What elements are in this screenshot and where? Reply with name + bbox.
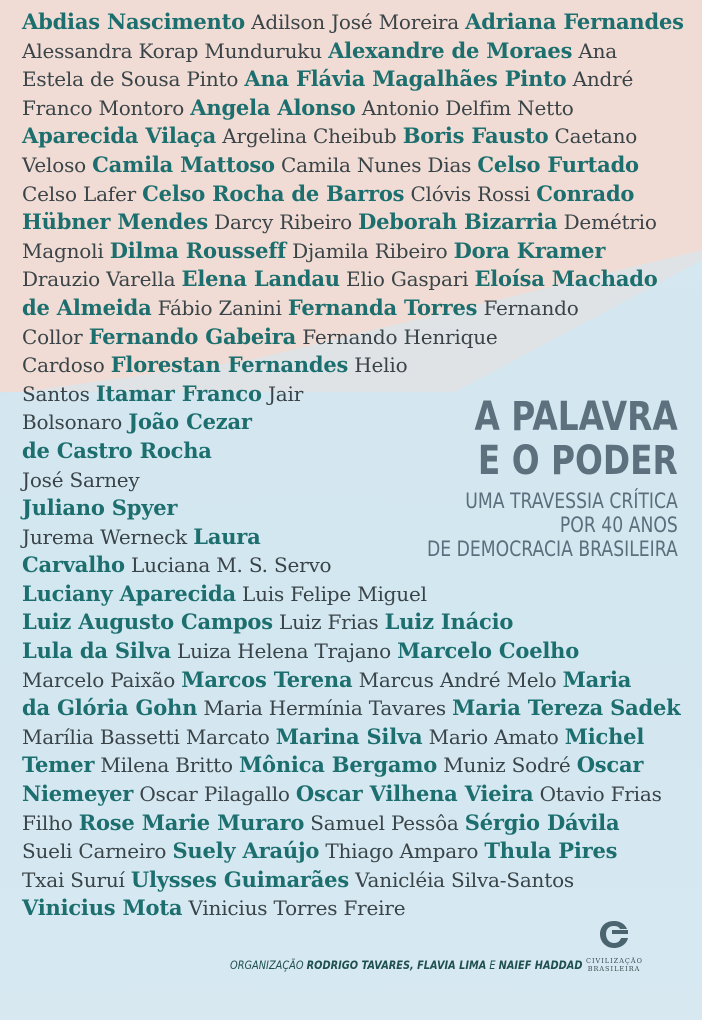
- contributor-name-bold: Mônica Bergamo: [239, 752, 438, 778]
- contributor-name-bold: Fernanda Torres: [287, 294, 478, 320]
- names-line: [22, 694, 687, 723]
- contributor-name: Samuel Pessôa: [304, 810, 465, 835]
- contributor-name-bold: Carvalho: [22, 552, 125, 578]
- contributor-name-bold: Sérgio Dávila: [464, 809, 620, 835]
- contributor-name-bold: Conrado: [536, 180, 635, 206]
- subtitle-line-3: DE DEMOCRACIA BRASILEIRA: [427, 537, 678, 561]
- contributor-name: Fábio Zanini: [151, 295, 288, 320]
- contributor-name-bold: Aparecida Vilaça: [22, 123, 217, 149]
- contributor-name-bold: Oscar: [576, 752, 644, 778]
- contributor-name-bold: Juliano Spyer: [22, 495, 178, 521]
- contributor-name: Thiago Amparo: [319, 839, 485, 864]
- contributor-name: Cardoso: [22, 353, 111, 378]
- organizers-last: NAIEF HADDAD: [498, 958, 583, 972]
- names-line: [22, 122, 687, 151]
- contributor-name-bold: Rose Marie Muraro: [78, 809, 305, 835]
- contributor-name-bold: Marina Silva: [275, 723, 423, 749]
- contributor-name-bold: Deborah Bizarria: [358, 209, 558, 235]
- contributor-name-bold: Fernando Gabeira: [88, 323, 297, 349]
- names-line: [22, 180, 687, 209]
- names-line: [22, 866, 687, 895]
- contributor-name-bold: Suely Araújo: [172, 838, 320, 864]
- contributor-name-bold: da Glória Gohn: [22, 695, 198, 721]
- contributor-name: Muniz Sodré: [437, 753, 577, 778]
- contributor-name: Txai Suruí: [22, 867, 131, 892]
- contributor-name-bold: Vinicius Mota: [22, 895, 183, 921]
- contributor-name-bold: Celso Rocha de Barros: [142, 180, 405, 206]
- contributor-name-bold: Florestan Fernandes: [110, 352, 349, 378]
- contributor-name: Jurema Werneck: [22, 524, 194, 549]
- contributor-name-bold: Itamar Franco: [95, 380, 262, 406]
- contributor-name: Luciana M. S. Servo: [124, 553, 332, 578]
- contributor-name: Jair: [261, 381, 304, 406]
- contributor-name-bold: Ulysses Guimarães: [130, 866, 349, 892]
- contributor-name: Vanicléia Silva-Santos: [348, 867, 574, 892]
- contributor-name: Filho: [22, 810, 79, 835]
- contributor-name-bold: Marcelo Coelho: [397, 638, 580, 664]
- book-title-line-2: E O PODER: [478, 438, 678, 484]
- contributor-name: Oscar Pilagallo: [133, 782, 296, 807]
- names-line: [22, 351, 687, 380]
- contributor-name-bold: Celso Furtado: [477, 151, 639, 177]
- contributor-name: Ana: [572, 38, 617, 63]
- contributor-name-bold: Eloísa Machado: [474, 266, 658, 292]
- contributor-name: Celso Lafer: [22, 181, 143, 206]
- contributor-name: Santos: [22, 381, 96, 406]
- contributor-name-bold: Luiz Inácio: [384, 609, 514, 635]
- names-line: [22, 809, 687, 838]
- contributor-name-bold: Niemeyer: [22, 781, 134, 807]
- contributor-name: André: [566, 67, 634, 92]
- contributor-name-bold: Lula da Silva: [22, 638, 171, 664]
- contributor-name: Milena Britto: [94, 753, 239, 778]
- contributor-name: Mario Amato: [422, 724, 565, 749]
- contributor-name: Antonio Delfim Netto: [355, 95, 574, 120]
- names-line: [22, 837, 687, 866]
- contributor-name: Magnoli: [22, 238, 110, 263]
- contributor-name: Darcy Ribeiro: [207, 210, 359, 235]
- contributor-name-bold: Abdias Nascimento: [22, 9, 245, 34]
- names-line: [22, 151, 687, 180]
- contributor-name-bold: Maria: [562, 666, 632, 692]
- contributor-name: Clóvis Rossi: [404, 181, 537, 206]
- contributor-name: Marcelo Paixão: [22, 667, 182, 692]
- contributor-name-bold: Maria Tereza Sadek: [452, 695, 681, 721]
- contributor-name: Caetano: [548, 124, 638, 149]
- contributor-name-bold: Luiz Augusto Campos: [22, 609, 273, 635]
- organizers-names: RODRIGO TAVARES, FLAVIA LIMA: [306, 958, 487, 972]
- contributor-name: Marília Bassetti Marcato: [22, 724, 276, 749]
- contributor-name-bold: Dilma Rousseff: [109, 237, 286, 263]
- title-block: [372, 395, 678, 561]
- names-line: [22, 265, 687, 294]
- names-line: [22, 608, 687, 637]
- contributor-name: Marcus André Melo: [352, 667, 563, 692]
- names-line: [22, 751, 687, 780]
- names-line: [22, 294, 687, 323]
- names-line: [22, 65, 687, 94]
- publisher-emblem-icon: [594, 918, 634, 952]
- contributor-name-bold: Angela Alonso: [190, 94, 356, 120]
- names-line: [22, 780, 687, 809]
- names-line: [22, 723, 687, 752]
- contributor-name-bold: Dora Kramer: [453, 237, 606, 263]
- contributor-name: Drauzio Varella: [22, 267, 182, 292]
- contributor-name: Otavio Frias: [533, 782, 662, 807]
- contributor-name: Argelina Cheibub: [216, 124, 403, 149]
- contributor-name: Franco Montoro: [22, 95, 191, 120]
- contributor-name: Vinicius Torres Freire: [182, 896, 406, 921]
- contributor-name-bold: Michel: [564, 723, 645, 749]
- contributor-name-bold: Elena Landau: [181, 266, 340, 292]
- contributor-name: Luiza Helena Trajano: [170, 639, 398, 664]
- names-line: [22, 208, 687, 237]
- contributor-name-bold: de Almeida: [22, 294, 152, 320]
- contributor-name-bold: Alexandre de Moraes: [328, 37, 573, 63]
- contributor-name: Fernando: [477, 295, 579, 320]
- contributor-name-bold: Adriana Fernandes: [465, 9, 684, 34]
- contributor-name: Djamila Ribeiro: [286, 238, 454, 263]
- publisher-name-line-2: BRASILEIRA: [587, 965, 641, 973]
- publisher-logo: [586, 918, 642, 973]
- contributor-name-bold: João Cezar: [128, 409, 252, 435]
- contributor-name-bold: Oscar Vilhena Vieira: [295, 781, 534, 807]
- contributor-name: Helio: [348, 353, 408, 378]
- names-line: [22, 94, 687, 123]
- contributor-name-bold: Laura: [193, 523, 261, 549]
- publisher-name-line-1: CIVILIZAÇÃO: [586, 957, 643, 965]
- contributor-name: Adilson José Moreira: [244, 10, 466, 34]
- names-line: [22, 37, 687, 66]
- contributor-name-bold: Boris Fausto: [402, 123, 549, 149]
- contributor-name: Bolsonaro: [22, 410, 129, 435]
- contributor-name: Camila Nunes Dias: [274, 152, 478, 177]
- names-line: [22, 8, 687, 37]
- contributor-name-bold: Temer: [22, 752, 95, 778]
- contributor-name: Veloso: [22, 152, 93, 177]
- contributor-name: Luis Felipe Miguel: [235, 581, 427, 606]
- contributor-name-bold: Hübner Mendes: [22, 209, 208, 235]
- contributor-name: Alessandra Korap Munduruku: [22, 38, 329, 63]
- contributor-name-bold: Thula Pires: [484, 838, 618, 864]
- organizers-joiner: E: [486, 958, 499, 972]
- contributor-name: Sueli Carneiro: [22, 839, 173, 864]
- organizers-label: ORGANIZAÇÃO: [230, 958, 307, 972]
- contributor-name: Estela de Sousa Pinto: [22, 67, 245, 92]
- contributor-name: Collor: [22, 324, 89, 349]
- contributor-name-bold: Camila Mattoso: [92, 151, 275, 177]
- names-line: [22, 666, 687, 695]
- contributor-name: Demétrio: [557, 210, 657, 235]
- subtitle-line-1: UMA TRAVESSIA CRÍTICA: [465, 489, 678, 513]
- contributor-name-bold: Luciany Aparecida: [22, 580, 236, 606]
- subtitle-line-2: POR 40 ANOS: [560, 513, 678, 537]
- book-title-line-1: A PALAVRA: [474, 394, 678, 440]
- contributor-name-bold: Marcos Terena: [181, 666, 353, 692]
- contributor-name: Luiz Frias: [272, 610, 385, 635]
- names-line: [22, 323, 687, 352]
- contributor-name-bold: Ana Flávia Magalhães Pinto: [244, 66, 567, 92]
- organizers-credit: [230, 958, 582, 972]
- contributor-name-bold: de Castro Rocha: [22, 437, 212, 463]
- names-line: [22, 637, 687, 666]
- names-line: [22, 237, 687, 266]
- contributor-name: Maria Hermínia Tavares: [197, 696, 453, 721]
- contributor-name: Fernando Henrique: [296, 324, 498, 349]
- contributor-name: José Sarney: [22, 467, 140, 492]
- names-line: [22, 580, 687, 609]
- contributor-name: Elio Gaspari: [339, 267, 475, 292]
